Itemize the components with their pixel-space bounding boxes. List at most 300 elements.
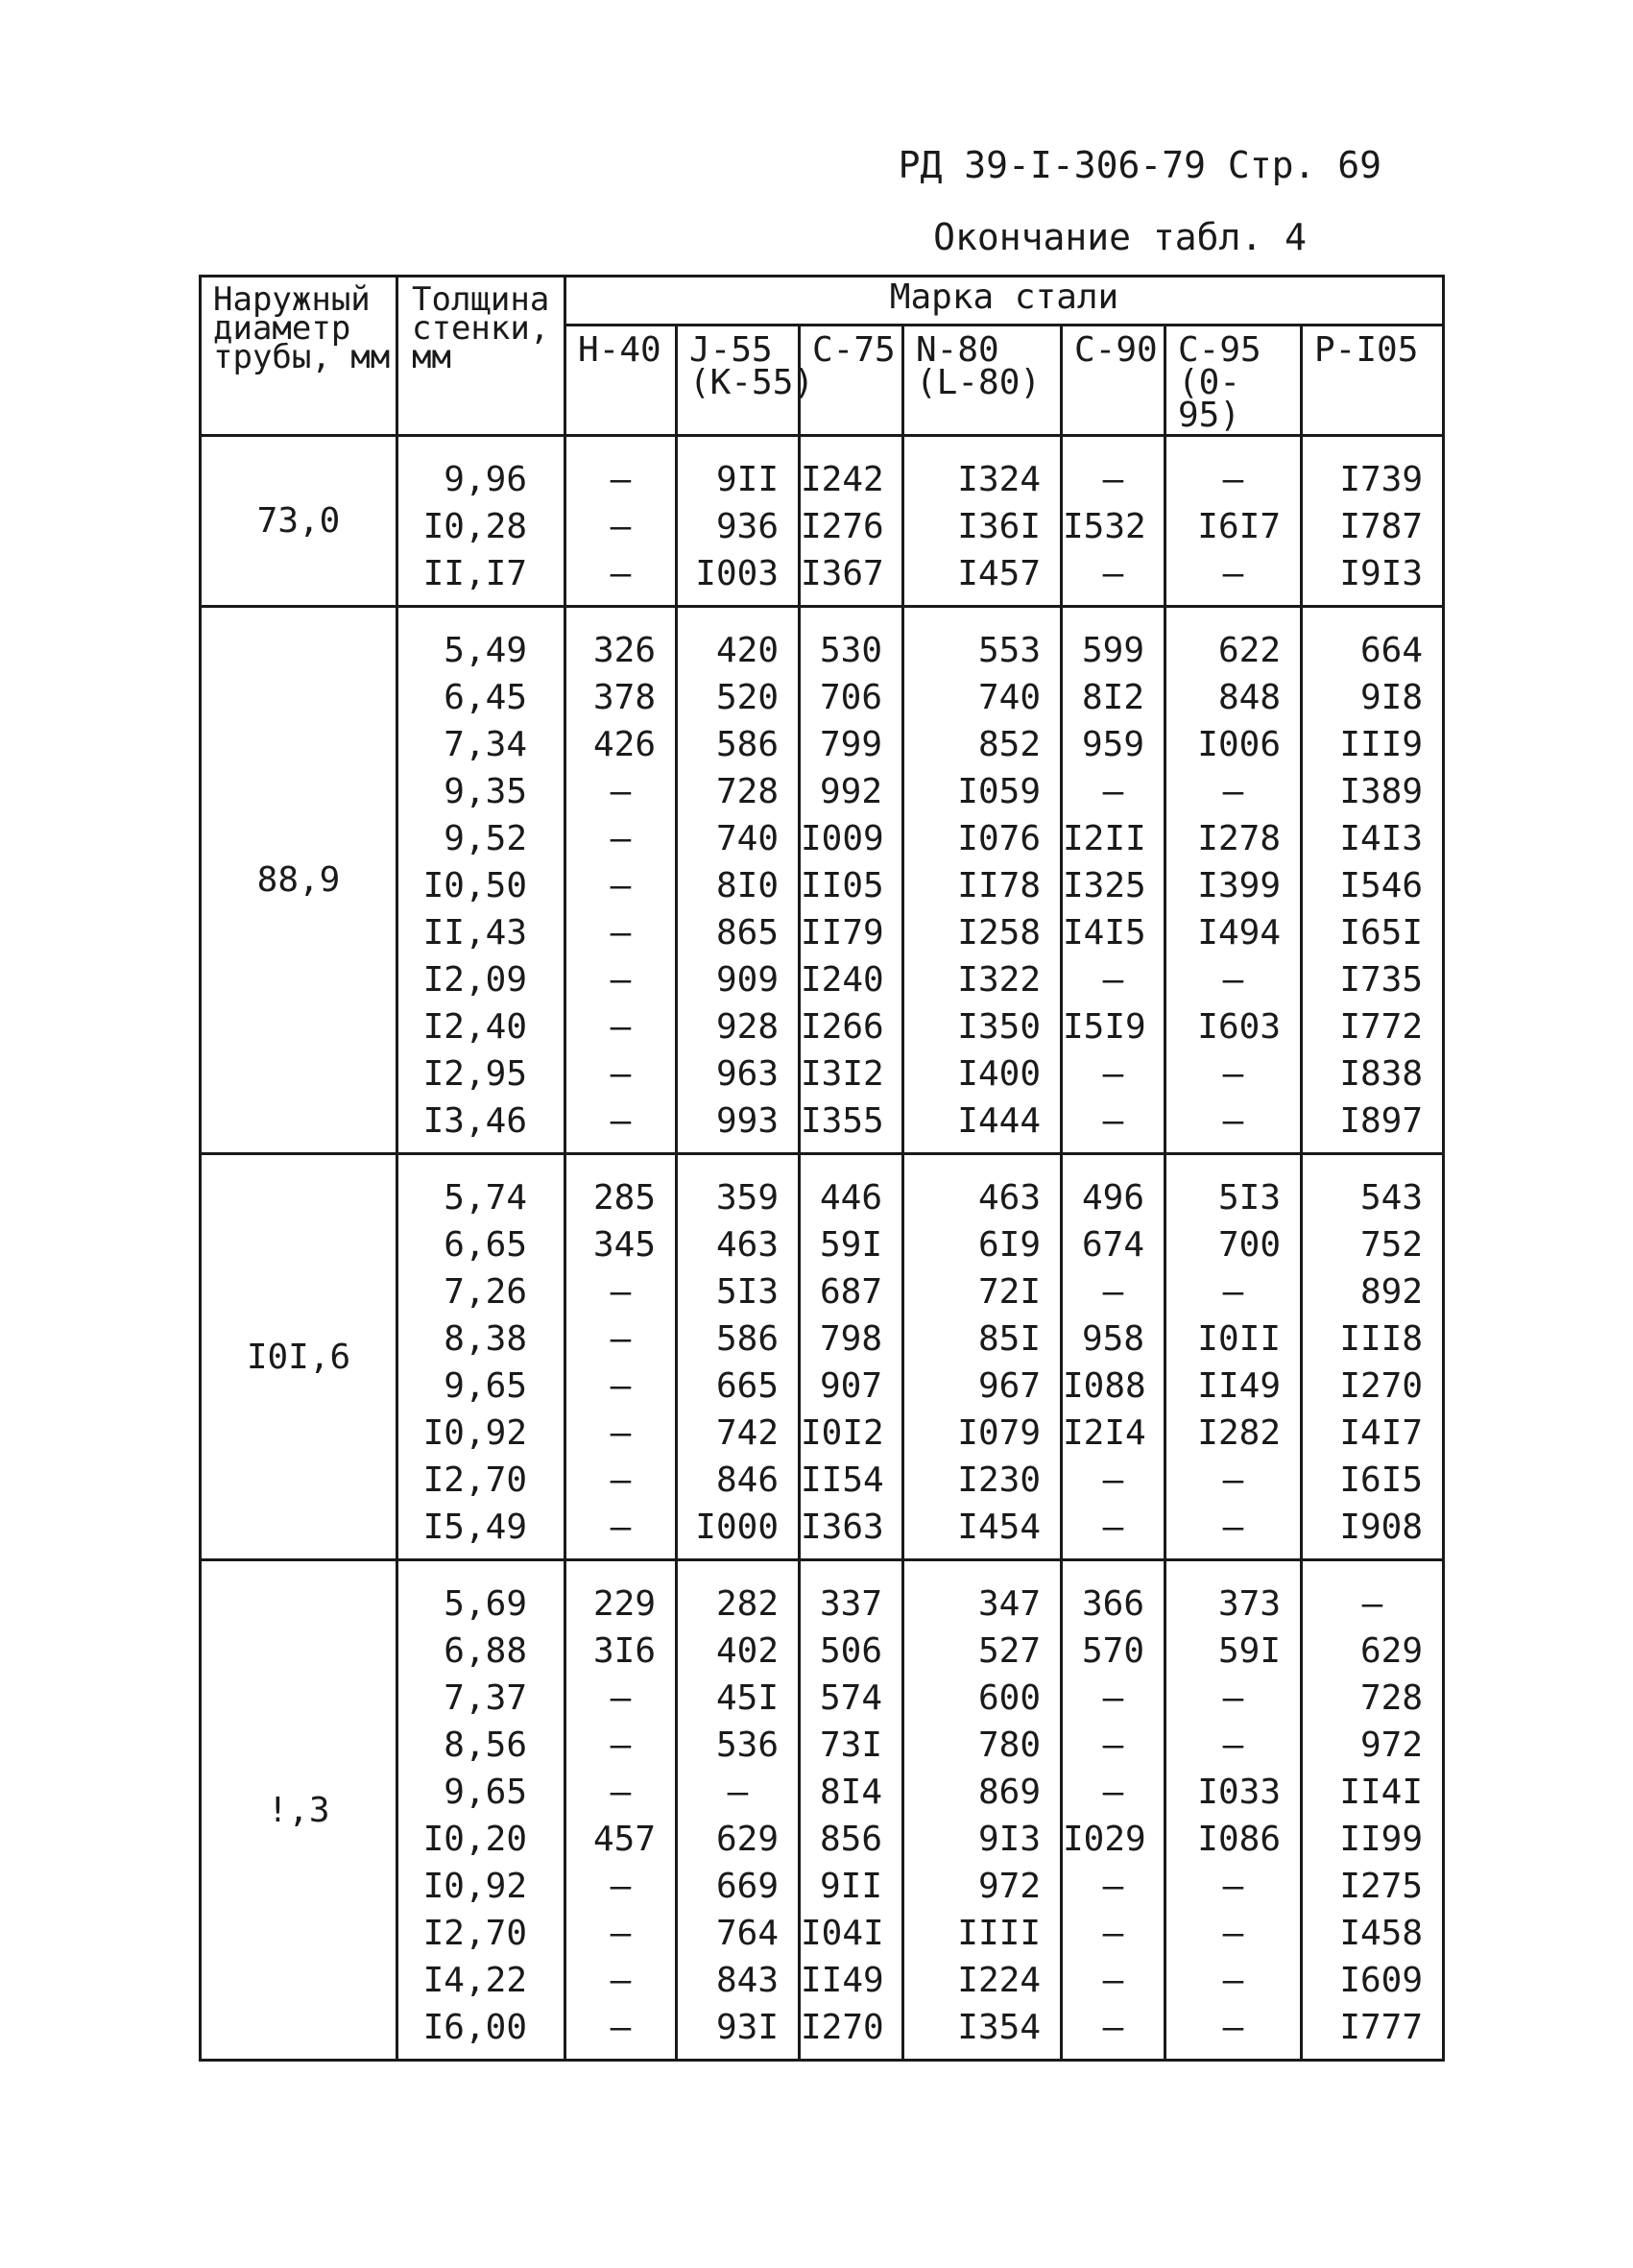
table-cell: 8I0 <box>715 866 779 905</box>
column-j55 <box>677 1560 800 2061</box>
table-cell: I2I4 <box>1063 1413 1146 1453</box>
table-cell: I772 <box>1339 1007 1424 1047</box>
table-cell: – <box>1222 1961 1244 2000</box>
table-cell: 967 <box>977 1366 1041 1406</box>
table-cell: – <box>610 1725 632 1765</box>
table-cell: 742 <box>715 1413 779 1453</box>
column-wall <box>397 436 565 607</box>
table-cell: I003 <box>695 554 779 593</box>
table-cell: I230 <box>957 1460 1041 1500</box>
column-c95 <box>1165 607 1302 1154</box>
table-cell: 752 <box>1360 1225 1424 1265</box>
table-cell: – <box>1102 554 1124 593</box>
table-cell: – <box>1102 1867 1124 1906</box>
table-cell: I6I7 <box>1197 507 1281 546</box>
table-cell: I000 <box>695 1508 779 1547</box>
column-h40 <box>565 1154 677 1560</box>
table-cell: – <box>610 1054 632 1094</box>
table-cell: 843 <box>715 1961 779 2000</box>
table-cell: I3I2 <box>801 1054 884 1094</box>
header-steel-grade: Марка стали <box>565 277 1444 326</box>
table-cell: I897 <box>1339 1101 1424 1141</box>
table-cell: 740 <box>715 819 779 858</box>
table-cell: 93I <box>715 2008 779 2047</box>
table-cell: I009 <box>801 819 884 858</box>
table-cell: I494 <box>1197 913 1281 953</box>
table-cell: 426 <box>592 725 656 764</box>
table-cell: – <box>610 1867 632 1906</box>
table-cell: 85I <box>977 1319 1041 1359</box>
table-cell: 5I3 <box>715 1272 779 1312</box>
table-row-group <box>201 1154 1444 1560</box>
table-cell: 402 <box>715 1631 779 1671</box>
table-cell: 664 <box>1360 631 1424 670</box>
table-cell: 359 <box>715 1178 779 1218</box>
table-cell: II,I7 <box>422 554 527 593</box>
table-cell: – <box>610 866 632 905</box>
outer-diameter-cell: I0I,6 <box>201 1154 397 1560</box>
table-cell: I5I9 <box>1063 1007 1146 1047</box>
table-cell: 506 <box>819 1631 882 1671</box>
table-cell: I5,49 <box>422 1508 527 1547</box>
column-wall <box>397 1154 565 1560</box>
table-cell: I65I <box>1339 913 1424 953</box>
table-cell: 846 <box>715 1460 779 1500</box>
table-cell: I739 <box>1339 460 1424 499</box>
table-cell: – <box>1222 1460 1244 1500</box>
table-cell: 373 <box>1217 1584 1281 1624</box>
table-cell: 5,69 <box>444 1584 527 1624</box>
table-cell: 59I <box>819 1225 882 1265</box>
table-cell: – <box>610 1272 632 1312</box>
table-cell: 72I <box>977 1272 1041 1312</box>
table-cell: 992 <box>819 772 882 811</box>
table-cell: – <box>1102 2008 1124 2047</box>
column-h40 <box>565 436 677 607</box>
table-cell: I389 <box>1339 772 1424 811</box>
table-cell: I088 <box>1063 1366 1146 1406</box>
table-cell: – <box>1102 1460 1124 1500</box>
table-cell: 9,52 <box>444 819 527 858</box>
table-cell: 463 <box>715 1225 779 1265</box>
table-cell: – <box>610 507 632 546</box>
table-cell: I444 <box>957 1101 1041 1141</box>
table-cell: – <box>1361 1584 1383 1624</box>
table-cell: 8I4 <box>819 1773 882 1812</box>
table-cell: – <box>1102 1272 1124 1312</box>
table-cell: 285 <box>592 1178 656 1218</box>
table-cell: 674 <box>1081 1225 1144 1265</box>
table-cell: 326 <box>592 631 656 670</box>
table-cell: – <box>1222 1101 1244 1141</box>
table-cell: I454 <box>957 1508 1041 1547</box>
table-cell: – <box>1222 1054 1244 1094</box>
table-cell: I367 <box>801 554 884 593</box>
table-cell: – <box>1102 1914 1124 1953</box>
table-cell: II05 <box>801 866 884 905</box>
table-cell: – <box>1222 960 1244 1000</box>
table-cell: 728 <box>715 772 779 811</box>
table-cell: I282 <box>1197 1413 1281 1453</box>
table-cell: I4,22 <box>422 1961 527 2000</box>
column-c75 <box>800 436 903 607</box>
table-cell: I275 <box>1339 1867 1424 1906</box>
table-cell: – <box>610 1508 632 1547</box>
table-cell: I04I <box>801 1914 884 1953</box>
column-n80 <box>903 607 1062 1154</box>
table-cell: I2II <box>1063 819 1146 858</box>
table-cell: 527 <box>977 1631 1041 1671</box>
table-cell: – <box>1102 1101 1124 1141</box>
table-cell: 687 <box>819 1272 882 1312</box>
table-cell: – <box>610 960 632 1000</box>
table-cell: 959 <box>1081 725 1144 764</box>
column-c75 <box>800 1154 903 1560</box>
table-cell: I240 <box>801 960 884 1000</box>
table-cell: 9I8 <box>1360 678 1424 717</box>
table-cell: – <box>1102 1678 1124 1718</box>
table-cell: 869 <box>977 1773 1041 1812</box>
header-wall-thickness: Толщина стенки, мм <box>397 277 565 436</box>
table-cell: – <box>610 1914 632 1953</box>
table-caption: Окончание табл. 4 <box>933 216 1307 258</box>
column-p105 <box>1302 607 1444 1154</box>
table-cell: I086 <box>1197 1820 1281 1859</box>
table-cell: – <box>1102 1508 1124 1547</box>
table-cell: 780 <box>977 1725 1041 1765</box>
table-cell: I609 <box>1339 1961 1424 2000</box>
table-cell: – <box>1222 1914 1244 1953</box>
table-cell: 907 <box>819 1366 882 1406</box>
table-cell: I4I5 <box>1063 913 1146 953</box>
table-cell: I033 <box>1197 1773 1281 1812</box>
table-cell: I0,28 <box>422 507 527 546</box>
table-cell: 5,74 <box>444 1178 527 1218</box>
table-cell: I0,92 <box>422 1867 527 1906</box>
table-cell: 586 <box>715 725 779 764</box>
table-body <box>201 436 1444 2061</box>
table-cell: I2,70 <box>422 1460 527 1500</box>
column-c95 <box>1165 436 1302 607</box>
table-cell: I270 <box>1339 1366 1424 1406</box>
column-c90 <box>1062 436 1165 607</box>
table-cell: 600 <box>977 1678 1041 1718</box>
table-cell: I258 <box>957 913 1041 953</box>
column-c90 <box>1062 1154 1165 1560</box>
column-c90 <box>1062 607 1165 1154</box>
table-cell: 337 <box>819 1584 882 1624</box>
table-cell: 5,49 <box>444 631 527 670</box>
table-cell: I2,70 <box>422 1914 527 1953</box>
table-cell: – <box>610 554 632 593</box>
table-cell: 45I <box>715 1678 779 1718</box>
header-grade-j55: J-55 (К-55) <box>677 326 800 436</box>
table-cell: II49 <box>801 1961 884 2000</box>
table-cell: I0,92 <box>422 1413 527 1453</box>
column-c95 <box>1165 1154 1302 1560</box>
table-cell: II54 <box>801 1460 884 1500</box>
header-grade-c95: С-95 (0-95) <box>1165 326 1302 436</box>
table-cell: – <box>610 1460 632 1500</box>
table-cell: 764 <box>715 1914 779 1953</box>
column-p105 <box>1302 1154 1444 1560</box>
table-cell: 570 <box>1081 1631 1144 1671</box>
table-cell: – <box>1102 772 1124 811</box>
table-cell: 972 <box>977 1867 1041 1906</box>
table-cell: 865 <box>715 913 779 953</box>
table-cell: 848 <box>1217 678 1281 717</box>
table-cell: – <box>1222 554 1244 593</box>
table-cell: 9,96 <box>444 460 527 499</box>
table-cell: – <box>1102 1054 1124 1094</box>
table-cell: I735 <box>1339 960 1424 1000</box>
table-cell: – <box>610 460 632 499</box>
table-cell: 8,38 <box>444 1319 527 1359</box>
table-cell: – <box>1222 460 1244 499</box>
table-cell: II49 <box>1197 1366 1281 1406</box>
table-cell: 799 <box>819 725 882 764</box>
table-cell: I603 <box>1197 1007 1281 1047</box>
table-cell: – <box>610 913 632 953</box>
column-wall <box>397 607 565 1154</box>
table-cell: II,43 <box>422 913 527 953</box>
table-cell: 798 <box>819 1319 882 1359</box>
table-cell: 586 <box>715 1319 779 1359</box>
table-cell: 852 <box>977 725 1041 764</box>
column-c75 <box>800 607 903 1154</box>
table-cell: II78 <box>957 866 1041 905</box>
table-cell: I006 <box>1197 725 1281 764</box>
table-cell: I458 <box>1339 1914 1424 1953</box>
table-cell: – <box>1102 1961 1124 2000</box>
table-cell: I354 <box>957 2008 1041 2047</box>
outer-diameter-cell: 88,9 <box>201 607 397 1154</box>
table-cell: – <box>610 1678 632 1718</box>
header-grade-p105: Р-I05 <box>1302 326 1444 436</box>
table-cell: – <box>1102 1773 1124 1812</box>
table-cell: 7,34 <box>444 725 527 764</box>
table-cell: – <box>1102 460 1124 499</box>
table-cell: – <box>1102 1725 1124 1765</box>
table-cell: I325 <box>1063 866 1146 905</box>
table-cell: III9 <box>1339 725 1424 764</box>
table-cell: 463 <box>977 1178 1041 1218</box>
table-cell: I6I5 <box>1339 1460 1424 1500</box>
table-cell: – <box>727 1773 749 1812</box>
page-header: РД 39-I-306-79 Стр. 69 <box>898 144 1381 186</box>
table-cell: I2,40 <box>422 1007 527 1047</box>
table-cell: – <box>1222 1508 1244 1547</box>
table-cell: I324 <box>957 460 1041 499</box>
table-cell: 629 <box>715 1820 779 1859</box>
table-cell: 9,65 <box>444 1773 527 1812</box>
table-cell: II4I <box>1339 1773 1424 1812</box>
table-cell: 9I3 <box>977 1820 1041 1859</box>
table-cell: I079 <box>957 1413 1041 1453</box>
table-row-group <box>201 436 1444 607</box>
table-cell: 457 <box>592 1820 656 1859</box>
outer-diameter-cell: !,3 <box>201 1560 397 2061</box>
table-cell: – <box>610 772 632 811</box>
table-cell: 7,37 <box>444 1678 527 1718</box>
header-grade-n80: N-80 (L-80) <box>903 326 1062 436</box>
table-cell: 378 <box>592 678 656 717</box>
table-cell: – <box>610 1319 632 1359</box>
table-cell: I0I2 <box>801 1413 884 1453</box>
table-cell: 856 <box>819 1820 882 1859</box>
column-wall <box>397 1560 565 2061</box>
table-cell: 706 <box>819 678 882 717</box>
table-cell: 8,56 <box>444 1725 527 1765</box>
table-cell: 530 <box>819 631 882 670</box>
table-cell: I399 <box>1197 866 1281 905</box>
table-row-group <box>201 607 1444 1154</box>
table-cell: I6,00 <box>422 2008 527 2047</box>
table-cell: 520 <box>715 678 779 717</box>
column-h40 <box>565 607 677 1154</box>
table-cell: 6,45 <box>444 678 527 717</box>
header-grade-c90: С-90 <box>1062 326 1165 436</box>
table-cell: 669 <box>715 1867 779 1906</box>
table-cell: I457 <box>957 554 1041 593</box>
table-cell: I2,95 <box>422 1054 527 1094</box>
table-cell: 993 <box>715 1101 779 1141</box>
table-cell: 629 <box>1360 1631 1424 1671</box>
table-cell: II99 <box>1339 1820 1424 1859</box>
table-cell: 347 <box>977 1584 1041 1624</box>
table-cell: 9,65 <box>444 1366 527 1406</box>
table-cell: – <box>1222 1867 1244 1906</box>
column-p105 <box>1302 436 1444 607</box>
table-cell: I532 <box>1063 507 1146 546</box>
table-cell: – <box>1222 772 1244 811</box>
table-cell: – <box>610 1101 632 1141</box>
table-cell: 972 <box>1360 1725 1424 1765</box>
column-p105 <box>1302 1560 1444 2061</box>
table-cell: I3,46 <box>422 1101 527 1141</box>
table-cell: I270 <box>801 2008 884 2047</box>
table-cell: – <box>1222 1678 1244 1718</box>
table-cell: 958 <box>1081 1319 1144 1359</box>
table-cell: IIII <box>957 1914 1041 1953</box>
table-cell: – <box>1222 1272 1244 1312</box>
column-c95 <box>1165 1560 1302 2061</box>
table-cell: I355 <box>801 1101 884 1141</box>
header-grade-h40: Н-40 <box>565 326 677 436</box>
table-cell: I0,50 <box>422 866 527 905</box>
header-outer-diameter: Наружный диаметр трубы, мм <box>201 277 397 436</box>
table-cell: I0,20 <box>422 1820 527 1859</box>
column-j55 <box>677 436 800 607</box>
column-n80 <box>903 436 1062 607</box>
column-j55 <box>677 607 800 1154</box>
table-cell: – <box>610 1366 632 1406</box>
table-cell: 892 <box>1360 1272 1424 1312</box>
table-cell: 229 <box>592 1584 656 1624</box>
table-cell: 6,88 <box>444 1631 527 1671</box>
outer-diameter-cell: 73,0 <box>201 436 397 607</box>
table-cell: I276 <box>801 507 884 546</box>
table-cell: – <box>610 1007 632 1047</box>
table-cell: I4I7 <box>1339 1413 1424 1453</box>
table-cell: I546 <box>1339 866 1424 905</box>
table-cell: 700 <box>1217 1225 1281 1265</box>
table-cell: – <box>610 819 632 858</box>
table-cell: 282 <box>715 1584 779 1624</box>
table-cell: I059 <box>957 772 1041 811</box>
steel-grade-table <box>199 275 1445 2062</box>
table-cell: – <box>1102 960 1124 1000</box>
table-cell: I322 <box>957 960 1041 1000</box>
table-cell: I36I <box>957 507 1041 546</box>
column-n80 <box>903 1560 1062 2061</box>
table-cell: I266 <box>801 1007 884 1047</box>
table-cell: 8I2 <box>1081 678 1144 717</box>
column-h40 <box>565 1560 677 2061</box>
table-cell: III8 <box>1339 1319 1424 1359</box>
table-cell: II79 <box>801 913 884 953</box>
table-cell: 728 <box>1360 1678 1424 1718</box>
table-row-group <box>201 1560 1444 2061</box>
header-grade-c75: С-75 <box>800 326 903 436</box>
table-cell: 366 <box>1081 1584 1144 1624</box>
table-cell: I908 <box>1339 1508 1424 1547</box>
table-cell: 496 <box>1081 1178 1144 1218</box>
table-cell: 7,26 <box>444 1272 527 1312</box>
table-cell: I363 <box>801 1508 884 1547</box>
table-cell: – <box>610 2008 632 2047</box>
table-cell: 9II <box>715 460 779 499</box>
table-cell: 665 <box>715 1366 779 1406</box>
table-cell: I350 <box>957 1007 1041 1047</box>
column-c90 <box>1062 1560 1165 2061</box>
table-cell: 345 <box>592 1225 656 1265</box>
table-cell: 446 <box>819 1178 882 1218</box>
table-cell: 6I9 <box>977 1225 1041 1265</box>
table-cell: 553 <box>977 631 1041 670</box>
table-cell: I2,09 <box>422 960 527 1000</box>
table-cell: 420 <box>715 631 779 670</box>
table-cell: 740 <box>977 678 1041 717</box>
table-cell: I242 <box>801 460 884 499</box>
table-cell: I400 <box>957 1054 1041 1094</box>
column-n80 <box>903 1154 1062 1560</box>
table-cell: – <box>1222 1725 1244 1765</box>
table-cell: 936 <box>715 507 779 546</box>
table-cell: – <box>610 1961 632 2000</box>
table-cell: 6,65 <box>444 1225 527 1265</box>
table-cell: 9,35 <box>444 772 527 811</box>
column-c75 <box>800 1560 903 2061</box>
table-cell: I838 <box>1339 1054 1424 1094</box>
table-cell: – <box>1222 2008 1244 2047</box>
table-cell: I787 <box>1339 507 1424 546</box>
table-cell: I4I3 <box>1339 819 1424 858</box>
table-cell: 963 <box>715 1054 779 1094</box>
table-cell: 543 <box>1360 1178 1424 1218</box>
table-cell: 3I6 <box>592 1631 656 1671</box>
table-cell: 536 <box>715 1725 779 1765</box>
table-cell: I278 <box>1197 819 1281 858</box>
table-cell: 599 <box>1081 631 1144 670</box>
table-cell: 9II <box>819 1867 882 1906</box>
table-cell: I224 <box>957 1961 1041 2000</box>
table-cell: I0II <box>1197 1319 1281 1359</box>
table-cell: – <box>610 1773 632 1812</box>
table-cell: I029 <box>1063 1820 1146 1859</box>
table-cell: 622 <box>1217 631 1281 670</box>
table-cell: – <box>610 1413 632 1453</box>
